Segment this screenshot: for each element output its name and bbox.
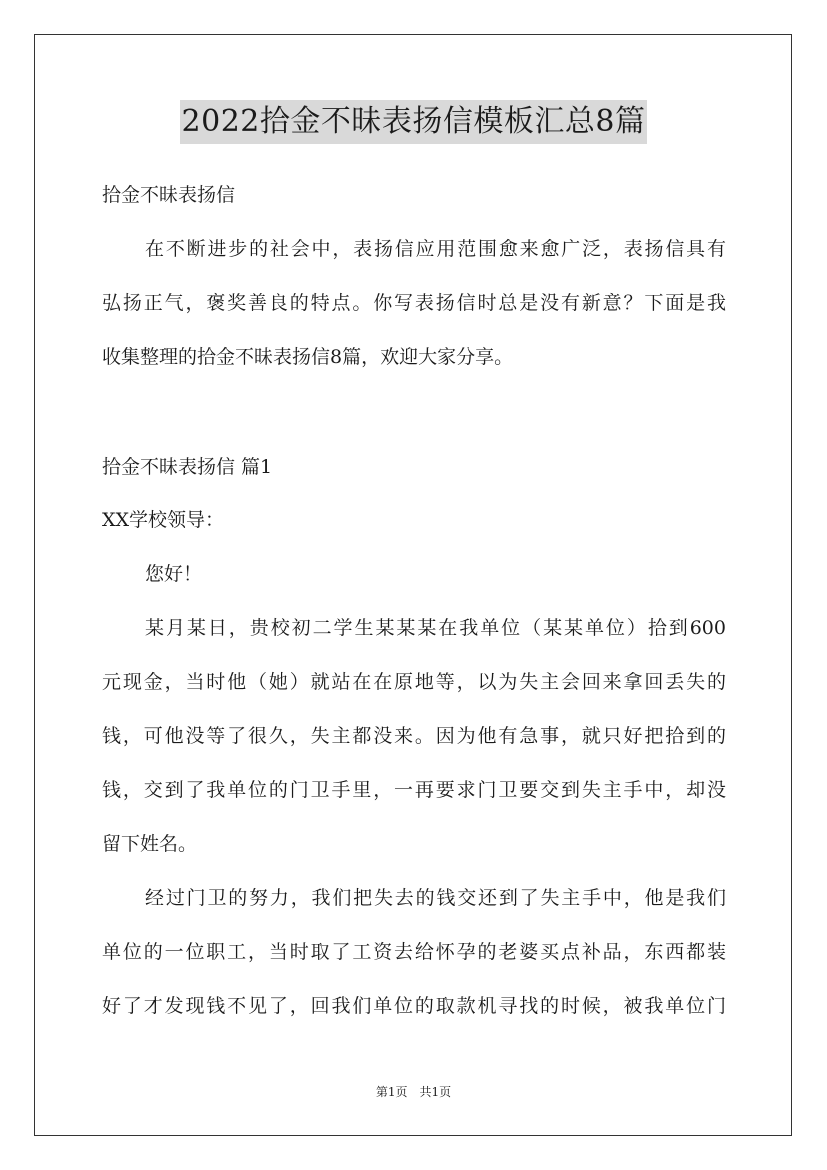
intro-line: 弘扬正气，褒奖善良的特点。你写表扬信时总是没有新意？下面是我: [102, 292, 726, 314]
paragraph-line: 元现金，当时他（她）就站在在原地等，以为失主会回来拿回丢失的: [102, 671, 726, 693]
paragraph-line: 钱，交到了我单位的门卫手里，一再要求门卫要交到失主手中，却没: [102, 779, 726, 801]
paragraph-line: 经过门卫的努力，我们把失去的钱交还到了失主手中，他是我们: [145, 887, 726, 909]
paragraph-line: 某月某日，贵校初二学生某某某在我单位（某某单位）拾到600: [145, 617, 726, 639]
paragraph-line: 留下姓名。: [102, 833, 198, 855]
paragraph-line: 单位的一位职工，当时取了工资去给怀孕的老婆买点补品，东西都装: [102, 941, 726, 963]
document-title: 2022拾金不昧表扬信模板汇总8篇: [180, 100, 648, 144]
paragraph-line: 好了才发现钱不见了，回我们单位的取款机寻找的时候，被我单位门: [102, 995, 726, 1017]
title-wrap: [0, 100, 827, 144]
paragraph-line: 钱，可他没等了很久，失主都没来。因为他有急事，就只好把拾到的: [102, 725, 726, 747]
greeting: 您好！: [145, 563, 203, 585]
salutation: XX学校领导：: [102, 509, 225, 531]
letter-heading: 拾金不昧表扬信 篇1: [102, 456, 273, 478]
intro-line: 在不断进步的社会中，表扬信应用范围愈来愈广泛，表扬信具有: [145, 238, 726, 260]
page-footer: 第1页 共1页: [375, 1085, 452, 1099]
section-heading: 拾金不昧表扬信: [102, 184, 236, 206]
intro-line: 收集整理的拾金不昧表扬信8篇，欢迎大家分享。: [102, 346, 514, 368]
